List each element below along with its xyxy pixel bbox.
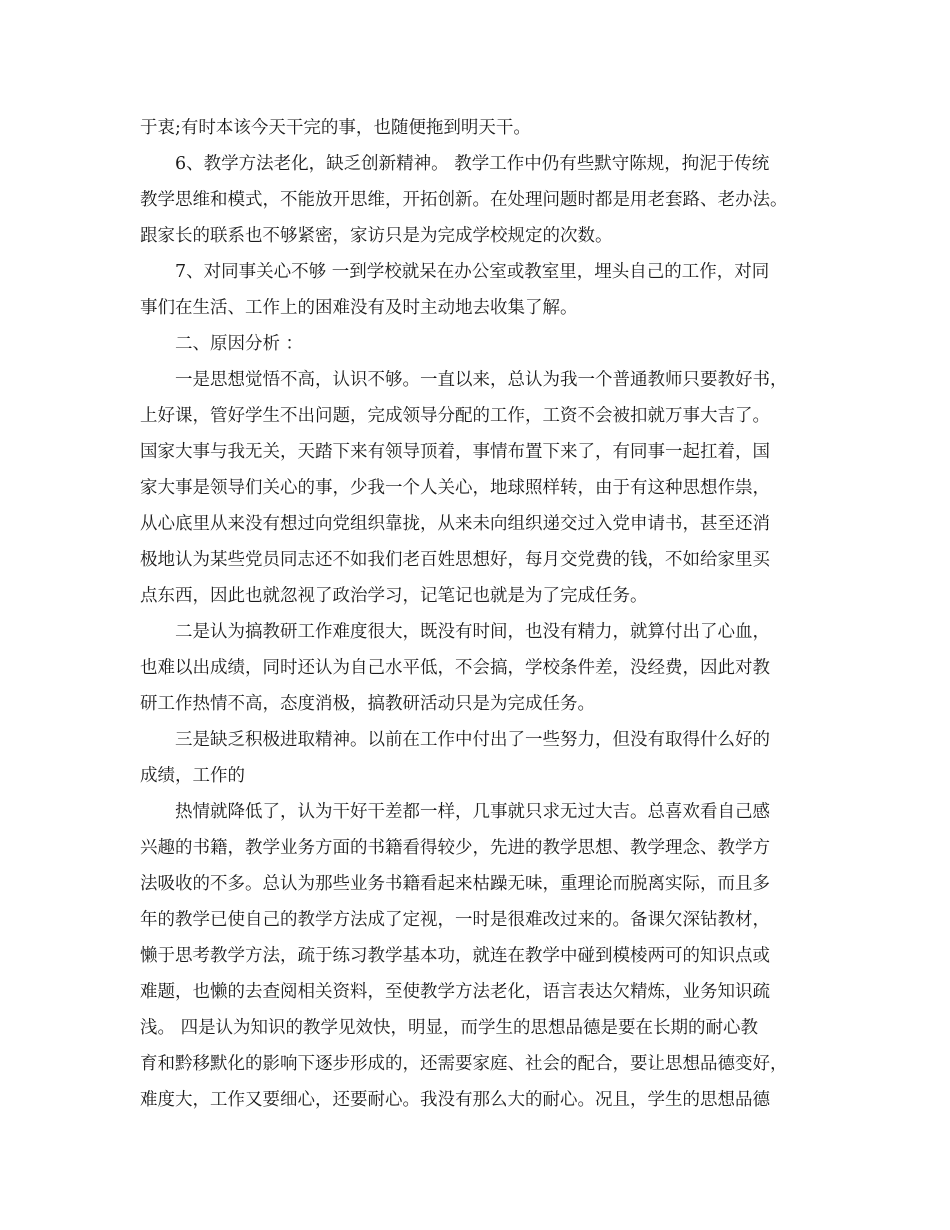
text-line: 于衷;有时本该今天干完的事，也随便拖到明天干。 — [140, 118, 531, 138]
text-line: 一是思想觉悟不高，认识不够。一直以来，总认为我一个普通教师只要教好书， — [175, 370, 788, 390]
text-line: 兴趣的书籍，教学业务方面的书籍看得较少，先进的教学思想、教学理念、教学方 — [140, 838, 770, 858]
text-line: 国家大事与我无关，天踏下来有领导顶着，事情布置下来了，有同事一起扛着，国 — [140, 442, 770, 462]
text-line: 研工作热情不高，态度消极，搞教研活动只是为完成任务。 — [140, 694, 595, 714]
text-line: 6、教学方法老化，缺乏创新精神。 教学工作中仍有些默守陈规，拘泥于传统 — [175, 154, 770, 174]
text-line: 7、对同事关心不够 一到学校就呆在办公室或教室里，埋头自己的工作，对同 — [175, 262, 770, 282]
section-heading: 二、原因分析 ： — [175, 334, 304, 354]
text-line: 难度大，工作又要细心，还要耐心。我没有那么大的耐心。况且，学生的思想品德 — [140, 1090, 770, 1110]
text-line: 懒于思考教学方法，疏于练习教学基本功，就连在教学中碰到模棱两可的知识点或 — [140, 946, 770, 966]
text-line: 点东西，因此也就忽视了政治学习，记笔记也就是为了完成任务。 — [140, 586, 648, 606]
text-line: 成绩，工作的 — [140, 766, 245, 786]
text-line: 浅。 四是认为知识的教学见效快，明显，而学生的思想品德是要在长期的耐心教 — [140, 1018, 759, 1038]
text-line: 家大事是领导们关心的事，少我一个人关心，地球照样转，由于有这种思想作祟， — [140, 478, 770, 498]
text-line: 也难以出成绩，同时还认为自己水平低，不会搞，学校条件差，没经费，因此对教 — [140, 658, 770, 678]
text-line: 极地认为某些党员同志还不如我们老百姓思想好，每月交党费的钱，不如给家里买 — [140, 550, 770, 570]
text-line: 年的教学已使自己的教学方法成了定视，一时是很难改过来的。备课欠深钻教材， — [140, 910, 770, 930]
text-line: 育和黔移默化的影响下逐步形成的，还需要家庭、社会的配合，要让思想品德变好， — [140, 1054, 788, 1074]
text-line: 从心底里从来没有想过向党组织靠拢，从来未向组织递交过入党申请书，甚至还消 — [140, 514, 770, 534]
text-line: 二是认为搞教研工作难度很大，既没有时间，也没有精力，就算付出了心血， — [175, 622, 770, 642]
text-line: 法吸收的不多。总认为那些业务书籍看起来枯躁无味，重理论而脱离实际，而且多 — [140, 874, 770, 894]
text-line: 跟家长的联系也不够紧密，家访只是为完成学校规定的次数。 — [140, 226, 613, 246]
text-line: 热情就降低了，认为干好干差都一样，几事就只求无过大吉。总喜欢看自己感 — [175, 802, 770, 822]
text-line: 教学思维和模式，不能放开思维，开拓创新。在处理问题时都是用老套路、老办法。 — [140, 190, 788, 210]
text-line: 三是缺乏积极进取精神。以前在工作中付出了一些努力，但没有取得什么好的 — [175, 730, 770, 750]
text-line: 事们在生活、工作上的困难没有及时主动地去收集了解。 — [140, 298, 578, 318]
text-line: 上好课，管好学生不出问题，完成领导分配的工作，工资不会被扣就万事大吉了。 — [140, 406, 770, 426]
text-line: 难题，也懒的去查阅相关资料，至使教学方法老化，语言表达欠精炼，业务知识疏 — [140, 982, 770, 1002]
